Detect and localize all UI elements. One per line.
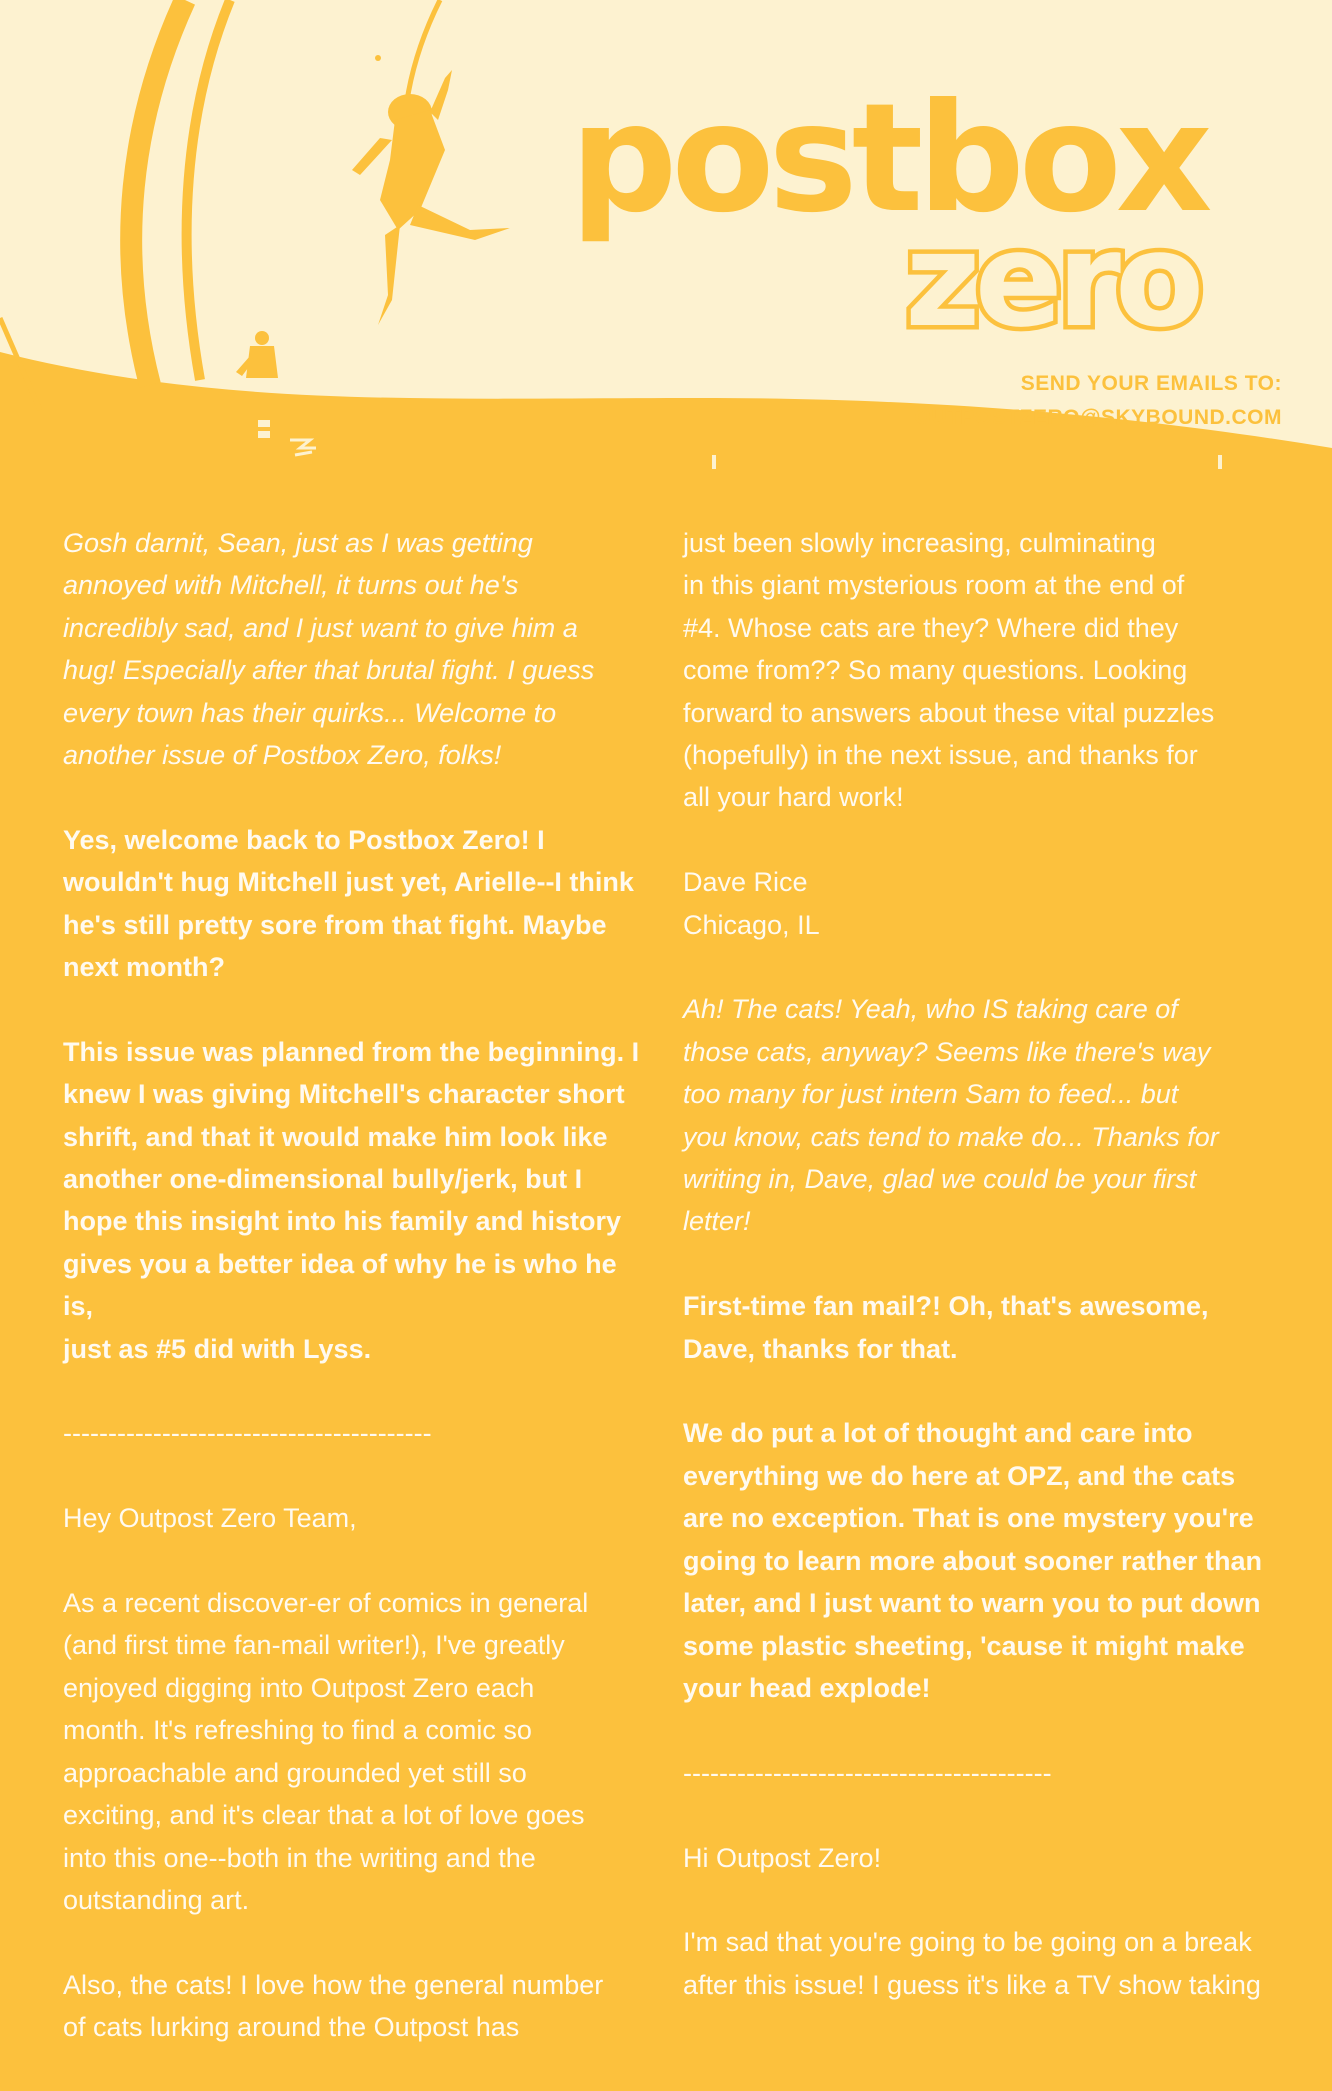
letter-paragraph: Gosh darnit, Sean, just as I was getting annoyed with Mitchell, it turns out he's incredibly sad, and I just want to give him a hug! Especially after that brutal fight. I guess every town has their quirks... Welcome to another issue of Postbox Zero, folks!	[63, 528, 595, 771]
letter-paragraph: As a recent discover-er of comics in general (and first time fan-mail writer!), I've greatly enjoyed digging into Outpost Zero each month. It's refreshing to find a comic so approachable and grounded yet still so exciting, and it's clear that a lot of love goes into this one--both in the writing and the outstanding art.	[63, 1588, 589, 1915]
email-label: SEND YOUR EMAILS TO:	[1020, 372, 1282, 395]
ground-marks	[258, 420, 316, 455]
letter-paragraph: This issue was planned from the beginning. I knew I was giving Mitchell's character short shrift, and that it would make him look like another one-dimensional bully/jerk, but I hope this insight into his family and history gives you a better idea of why he is who he is, just as #5 did with Lyss.	[63, 1036, 640, 1364]
letter-paragraph: Yes, welcome back to Postbox Zero! I wouldn't hug Mitchell just yet, Arielle--I think he's still pretty sore from that fight. Maybe next month?	[63, 824, 634, 983]
letter-paragraph: Hi Outpost Zero!	[683, 1842, 882, 1873]
letter-paragraph: First-time fan mail?! Oh, that's awesome, Dave, thanks for that.	[683, 1291, 1209, 1364]
email-address[interactable]: OUTPOSTZERO@SKYBOUND.COM	[914, 406, 1282, 429]
letter-paragraph: Hey Outpost Zero Team,	[63, 1503, 357, 1534]
letter-paragraph: We do put a lot of thought and care into everything we do here at OPZ, and the cats are no exception. That is one mystery you're going to learn more about sooner rather than later, and I just want to warn you to put down some plastic sheeting, 'cause it might make your head explode!	[683, 1418, 1263, 1703]
logo-postbox: postbox	[570, 72, 1207, 246]
letter-paragraph: Dave Rice Chicago, IL	[683, 867, 820, 940]
divider: -----------------------------------------	[683, 1757, 1052, 1788]
letter-paragraph: I'm sad that you're going to be going on a break after this issue! I guess it's like a TV show taking	[683, 1927, 1261, 2000]
letter-paragraph: just been slowly increasing, culminating in this giant mysterious room at the end of #4. Whose cats are they? Where did they come from?? So many questions. Looking forward to answers about these vital puzzles (hopefully) in the next issue, and thanks for all your hard work!	[683, 528, 1215, 813]
letter-paragraph: Also, the cats! I love how the general number of cats lurking around the Outpost has	[63, 1969, 604, 2043]
divider: -----------------------------------------	[63, 1418, 432, 1449]
left-column	[63, 522, 653, 2091]
right-column	[683, 522, 1283, 2049]
horizon-ticks	[712, 455, 1222, 469]
logo-zero: zero	[905, 204, 1199, 356]
letter-paragraph: Ah! The cats! Yeah, who IS taking care of those cats, anyway? Seems like there's way too many for just intern Sam to feed... but you know, cats tend to make do... Thanks for writing in, Dave, glad we could be your first letter!	[683, 994, 1219, 1237]
